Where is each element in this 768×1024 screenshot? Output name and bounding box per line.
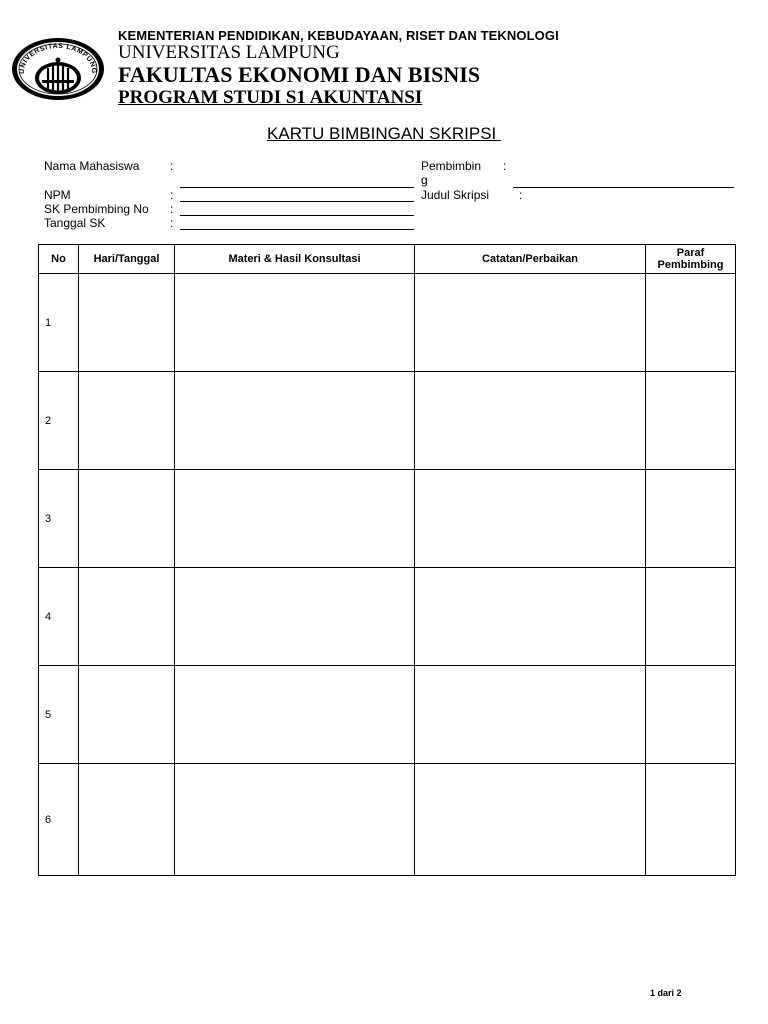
consultation-table: [38, 244, 736, 876]
table-row: [39, 568, 736, 666]
table-row: [39, 764, 736, 876]
npm-line[interactable]: [180, 201, 414, 202]
row-number: 6: [39, 764, 79, 876]
field-colon: :: [170, 159, 174, 173]
field-colon: :: [503, 159, 507, 173]
date-cell[interactable]: [79, 274, 175, 372]
university-logo: [10, 36, 106, 102]
notes-cell[interactable]: [415, 470, 646, 568]
notes-cell[interactable]: [415, 372, 646, 470]
material-cell[interactable]: [175, 666, 415, 764]
column-header-signature-line2: Pembimbing: [657, 259, 724, 271]
column-header-no: No: [39, 245, 79, 274]
signature-cell[interactable]: [646, 372, 736, 470]
notes-cell[interactable]: [415, 666, 646, 764]
notes-cell[interactable]: [415, 568, 646, 666]
column-header-date: Hari/Tanggal: [79, 245, 175, 274]
table-row: [39, 666, 736, 764]
date-cell[interactable]: [79, 568, 175, 666]
field-label-sk-number: SK Pembimbing No: [44, 202, 149, 216]
signature-cell[interactable]: [646, 764, 736, 876]
field-colon: :: [170, 188, 174, 202]
date-cell[interactable]: [79, 764, 175, 876]
table-header-row: [39, 245, 736, 274]
material-cell[interactable]: [175, 568, 415, 666]
field-label-npm: NPM: [44, 188, 71, 202]
university-name: UNIVERSITAS LAMPUNG: [118, 42, 340, 63]
page-number: 1 dari 2: [650, 988, 682, 998]
column-header-material: Materi & Hasil Konsultasi: [175, 245, 415, 274]
material-cell[interactable]: [175, 764, 415, 876]
field-colon: :: [170, 216, 174, 230]
field-colon: :: [170, 202, 174, 216]
faculty-name: FAKULTAS EKONOMI DAN BISNIS: [118, 62, 481, 87]
field-label-thesis-title: Judul Skripsi: [421, 188, 490, 202]
signature-cell[interactable]: [646, 274, 736, 372]
table-row: [39, 274, 736, 372]
column-header-signature: [646, 245, 736, 274]
logo-text: UNIVERSITAS LAMPUNG: [18, 42, 98, 75]
page-title: KARTU BIMBINGAN SKRIPSI: [267, 124, 501, 143]
column-header-notes: Catatan/Perbaikan: [415, 245, 646, 274]
table-row: [39, 372, 736, 470]
ministry-name: KEMENTERIAN PENDIDIKAN, KEBUDAYAAN, RISET DAN TEKNOLOGI: [118, 28, 559, 43]
material-cell[interactable]: [175, 372, 415, 470]
field-label-supervisor: Pembimbin: [421, 159, 482, 173]
material-cell[interactable]: [175, 470, 415, 568]
signature-cell[interactable]: [646, 666, 736, 764]
notes-cell[interactable]: [415, 274, 646, 372]
notes-cell[interactable]: [415, 764, 646, 876]
row-number: 2: [39, 372, 79, 470]
table-row: [39, 470, 736, 568]
program-name: PROGRAM STUDI S1 AKUNTANSI: [118, 87, 423, 108]
sk-number-line[interactable]: [180, 215, 414, 216]
field-label-sk-date: Tanggal SK: [44, 216, 106, 230]
row-number: 5: [39, 666, 79, 764]
sk-date-line[interactable]: [180, 229, 414, 230]
date-cell[interactable]: [79, 666, 175, 764]
column-header-signature-line1: Paraf: [676, 247, 705, 259]
signature-cell[interactable]: [646, 470, 736, 568]
row-number: 1: [39, 274, 79, 372]
row-number: 4: [39, 568, 79, 666]
field-colon: :: [519, 188, 523, 202]
supervisor-line[interactable]: [513, 187, 734, 188]
date-cell[interactable]: [79, 470, 175, 568]
student-name-line[interactable]: [180, 187, 414, 188]
material-cell[interactable]: [175, 274, 415, 372]
university-seal-icon: [10, 36, 106, 102]
field-label-supervisor-wrap: g: [421, 173, 428, 187]
date-cell[interactable]: [79, 372, 175, 470]
row-number: 3: [39, 470, 79, 568]
field-label-student-name: Nama Mahasiswa: [44, 159, 140, 173]
signature-cell[interactable]: [646, 568, 736, 666]
